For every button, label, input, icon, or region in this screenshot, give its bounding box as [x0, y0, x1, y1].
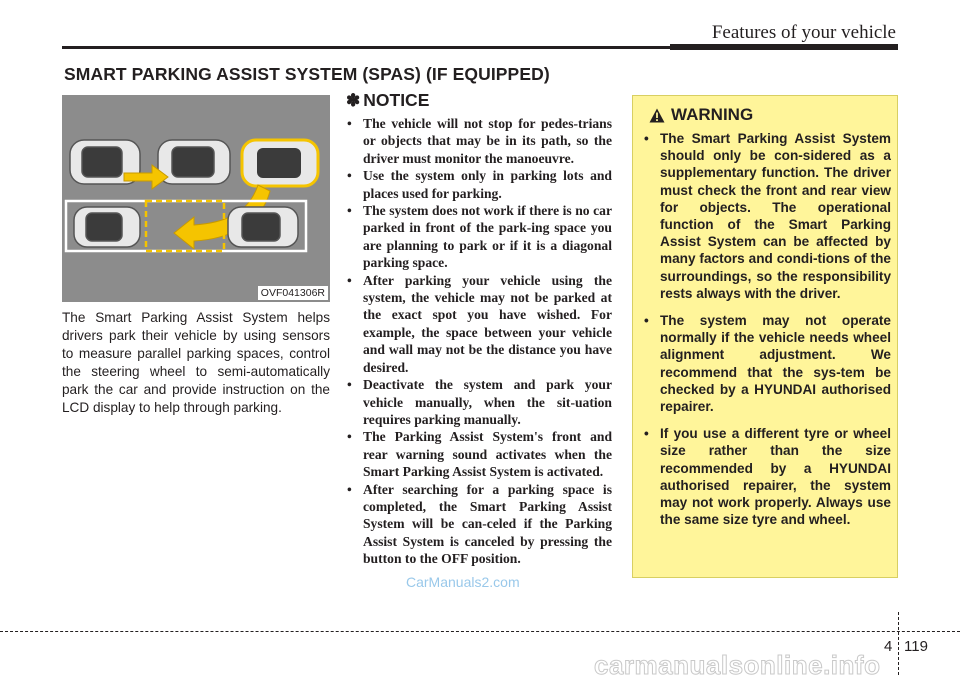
footer-rule: [0, 631, 960, 632]
warning-list: [643, 130, 891, 538]
footer-chapter-number: 4: [884, 638, 893, 655]
warning-item: • The Smart Parking Assist System should only be con-sidered as a supplementary function. The driver must check the front and rear view for objects. The operational function of the Smart Parking Assist System can be affected by many factors and condi-tions of the surroundings, so the responsibility rests always with the driver.: [644, 131, 891, 301]
footer-site-watermark: carmanualsonline.info: [594, 650, 881, 675]
notice-list: [346, 115, 612, 568]
parking-diagram-graphic: [62, 95, 330, 302]
warning-item: • If you use a different tyre or wheel size rather than the size recommended by a HYUNDAI authorised repairer, the system may not work properly. Always use the same size tyre and wheel.: [644, 426, 891, 528]
warning-heading: [649, 105, 753, 125]
watermark: CarManuals2.com: [406, 574, 520, 590]
warning-item: • The system may not operate normally if the vehicle needs wheel alignment adjustment. We recommend that the sys-tem be checked by a HYUNDAI authorised repairer.: [644, 313, 891, 415]
footer-divider: [898, 612, 899, 675]
notice-star-icon: ✽: [346, 91, 361, 110]
notice-item: • The Parking Assist System's front and rear warning sound activates when the Smart Parking Assist System is activated.: [347, 429, 612, 480]
notice-item: • Deactivate the system and park your vehicle manually, when the sit-uation requires parking manually.: [347, 377, 612, 427]
intro-paragraph: The Smart Parking Assist System helps drivers park their vehicle by using sensors to measure parallel parking spaces, control the steering wheel to semi-automatically park the car and provide instruction on the LCD display to help through parking.: [62, 310, 330, 415]
notice-item: • The vehicle will not stop for pedes-trians or objects that may be in its path, so the driver must monitor the manoeuvre.: [347, 116, 612, 166]
parking-illustration: [62, 95, 330, 302]
warning-triangle-icon: [649, 108, 665, 123]
moving-car-front: [158, 140, 230, 184]
parked-car-right: [228, 207, 298, 247]
notice-item: • The system does not work if there is no car parked in front of the park-ing space you are planning to park or if it is a diagonal parking space.: [347, 203, 612, 271]
warning-box: [632, 95, 898, 578]
warning-heading-label: WARNING: [671, 105, 754, 124]
notice-item: • After parking your vehicle using the system, the vehicle may not be parked at the exact spot you have wished. For example, the space between your vehicle and wall may not be the distance you have desired.: [347, 272, 612, 375]
sensing-car: [242, 140, 318, 186]
notice-item: • Use the system only in parking lots and places used for parking.: [347, 168, 612, 201]
notice-heading-label: NOTICE: [363, 90, 430, 110]
illustration-code: OVF041306R: [258, 286, 328, 300]
header-title: Features of your vehicle: [711, 22, 896, 43]
parked-car-left: [74, 207, 140, 247]
header-rule-accent: [670, 44, 898, 50]
footer-page-number: 119: [904, 638, 928, 655]
notice-item: • After searching for a parking space is completed, the Smart Parking Assist System will be can-celed if the Parking Assist System is canceled by pressing the button to the OFF position.: [347, 481, 612, 567]
notice-heading: [346, 90, 429, 111]
section-title: SMART PARKING ASSIST SYSTEM (SPAS) (IF EQUIPPED): [64, 64, 550, 84]
